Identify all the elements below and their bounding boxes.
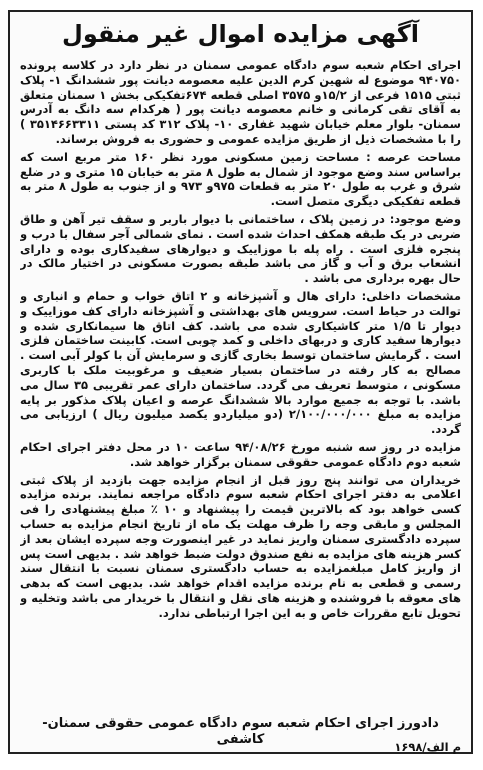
- paragraph-auction-date: مزایده در روز سه شنبه مورخ ۹۴/۰۸/۲۶ ساعت ۱۰ در محل دفتر اجرای احکام شعبه دوم دادگاه عمومی حقوقی سمنان برگزار خواهد شد.: [20, 439, 461, 469]
- signature-line: دادورز اجرای احکام شعبه سوم دادگاه عمومی حقوقی سمنان- کاشفی: [42, 716, 439, 747]
- paragraph-current-state: وضع موجود: در زمین پلاک ، ساختمانی با دیوار باربر و سقف تیر آهن و طاق ضربی در یک طبقه همکف احداث شده است . نمای شمالی آجر سفال با درب و پنجره فلزی است . راه پله با موزاییک و دیوارهای سفیدکاری بوده و دارای انشعاب برق و آب و گاز می باشد طبقه بصورت مسکونی در اختیار مالک در حال بهره برداری می باشد .: [20, 211, 461, 286]
- notice-body: [20, 58, 461, 658]
- notice-title: آگهی مزایده اموال غیر منقول: [62, 20, 419, 48]
- paragraph-land-area: مساحت عرصه : مساحت زمین مسکونی مورد نظر ۱۶۰ متر مربع است که براساس سند وضع موجود از شمال به طول ۸ متر به خیابان ۱۵ متری و در ضلع شرق و غرب به طول ۲۰ متر به قطعات ۹۷۵و ۹۷۳ و از جنوب به طول ۸ متر به قطعه تفکیکی دیگری متصل است.: [20, 149, 461, 209]
- paragraph-terms: خریداران می توانند پنج روز قبل از انجام مزایده جهت بازدید از پلاک ثبتی اعلامی به دفتر اجرای احکام شعبه سوم دادگاه مراجعه نمایند. برنده مزایده کسی خواهد بود که بالاترین قیمت را پیشنهاد و ۱۰ ٪ مبلغ پیشنهادی را فی المجلس و مابقی وجه را ظرف مهلت یک ماه از تاریخ انجام مزایده به حساب سپرده دادگستری سمنان واریز نماید در غیر اینصورت وجه سپرده ایشان بعد از کسر هزینه های مزایده به نفع صندوق دولت ضبط خواهد شد . بدیهی است پس از واریز کامل مبلغمزایده به حساب دادگستری سمنان نسبت با انتقال سند رسمی و قطعی به نام برنده مزایده اقدام خواهد شد. بدیهی است که بدهی های معوقه با فروشنده و هزینه های نقل و انتقال با خریدار می باشد وتخلیه و تحویل تابع مقررات خاص و به این اجرا ارتباطی ندارد.: [20, 472, 461, 620]
- reference-number: م الف/۱۶۹۸: [394, 740, 461, 754]
- paragraph-intro: اجرای احکام شعبه سوم دادگاه عمومی سمنان در نظر دارد در کلاسه پرونده ۹۴۰۷۵۰ موضوع له شهین کرم الدین علیه معصومه دیانت پور ششدانگ ۱- پلاک ثبتی ۱۵۱۵ فرعی از ۱۵/۲و ۳۵۷۵ اصلی قطعه ۶۷۴تفکیکی بخش ۱ سمنان متعلق به آقای تقی کرمانی و خانم معصومه دیانت پور ( هرکدام سه دانگ به آدرس سمنان- بلوار معلم خیابان شهید غفاری ۱۰- پلاک ۳۱۲ کد پستی ۳۵۱۴۶۶۳۳۱۱ ) را با مشخصات ذیل از طریق مزایده عمومی و حضوری به فروش برساند.: [20, 58, 461, 146]
- notice-frame: [8, 10, 473, 754]
- paragraph-interior-specs: مشخصات داخلی: دارای هال و آشپزخانه و ۲ اتاق خواب و حمام و انباری و توالت در حیاط است. سرویس های بهداشتی و آشپزخانه دارای کف موزاییک و دیوار تا ۱/۵ متر کاشیکاری شده می باشد. کف اتاق ها سیمانکاری شده و دیوارها سفید کاری و دربهای داخلی و کمد چوبی است. کابینت ساختمان فلزی است . گرمایش ساختمان توسط بخاری گازی و سرمایش آن با کولر آبی است . مصالح به کار رفته در ساختمان بسیار ضعیف و مرغوبیت ملک با کاربری مسکونی ، متوسط تعریف می گردد. ساختمان دارای عمر تقریبی ۳۵ سال می باشد. با توجه به جمیع موارد بالا ششدانگ عرصه و اعیان پلاک مذکور بر پایه مزایده به مبلغ ۲/۱۰۰/۰۰۰/۰۰۰ (دو میلیاردو یکصد میلیون ریال ) ارزیابی می گردد.: [20, 288, 461, 437]
